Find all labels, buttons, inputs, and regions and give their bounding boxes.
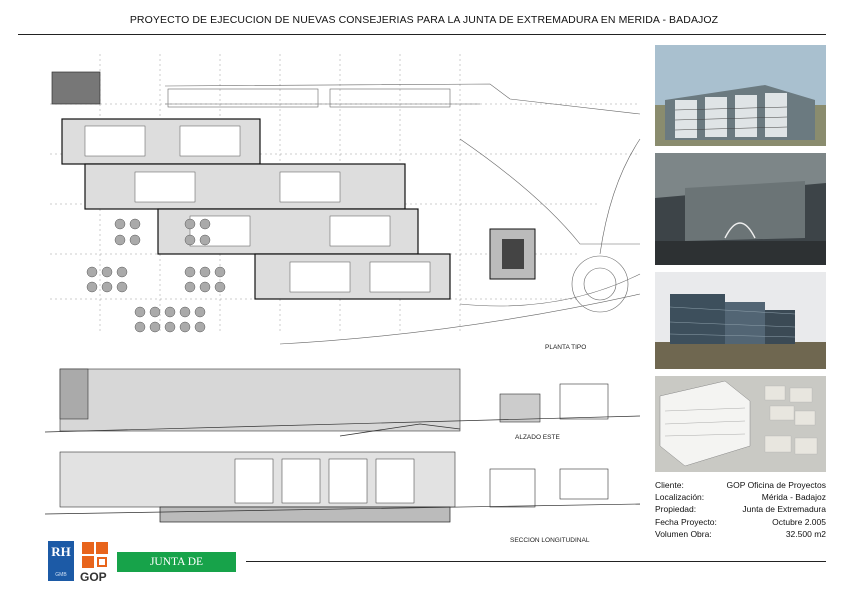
rh-logo: RH GMB xyxy=(48,541,74,581)
footer-rule xyxy=(246,561,826,562)
photo-exterior-buildings xyxy=(655,272,826,369)
title-rule xyxy=(18,34,826,35)
label-seccion-longitudinal: SECCION LONGITUDINAL xyxy=(510,537,590,544)
info-row-localizacion: Localización: Mérida - Badajoz xyxy=(655,492,826,503)
drawing-canvas xyxy=(40,44,644,550)
label-alzado-este: ALZADO ESTE xyxy=(515,434,560,441)
info-row-volumen: Volumen Obra: 32.500 m2 xyxy=(655,528,826,539)
sheet-title: PROYECTO DE EJECUCION DE NUEVAS CONSEJERIAS PARA LA JUNTA DE EXTREMADURA EN MERIDA - BADAJOZ xyxy=(129,14,719,26)
photo-interior-plaza xyxy=(655,153,826,265)
info-row-cliente: Cliente: GOP Oficina de Proyectos xyxy=(655,480,826,490)
label-planta-tipo: PLANTA TIPO xyxy=(545,344,587,351)
gop-logo-text: GOP xyxy=(80,570,107,584)
info-row-fecha: Fecha Proyecto: Octubre 2.005 xyxy=(655,516,826,527)
junta-extremadura-logo: JUNTA DE EXTREMADURA xyxy=(117,552,236,572)
photo-model-render xyxy=(655,376,826,472)
project-info xyxy=(655,479,826,540)
info-row-propiedad: Propiedad: Junta de Extremadura xyxy=(655,504,826,515)
architectural-drawing xyxy=(40,44,644,550)
gop-logo-mark xyxy=(80,541,110,571)
photo-aerial-buildings xyxy=(655,45,826,146)
